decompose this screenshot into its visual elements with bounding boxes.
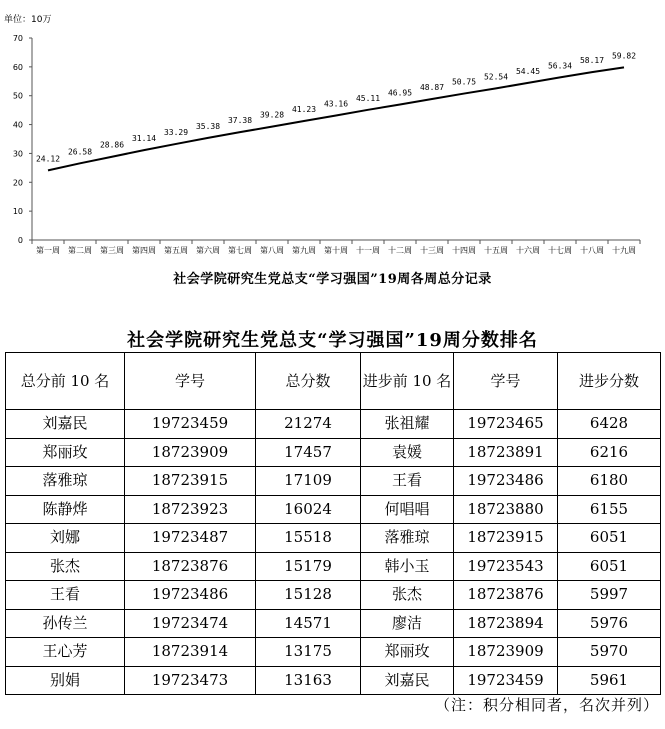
cell-progress-score: 5997 (558, 581, 661, 610)
cell-student-id: 18723915 (125, 467, 256, 496)
header-progress-score: 进步分数 (558, 353, 661, 410)
data-label: 50.75 (451, 77, 477, 87)
cell-student-id: 19723474 (125, 609, 256, 638)
data-label: 24.12 (35, 154, 61, 164)
x-tick-label: 第三周 (100, 246, 124, 255)
data-label: 31.14 (131, 134, 157, 144)
cell-student-id: 19723486 (125, 581, 256, 610)
cell-name: 王心芳 (6, 638, 125, 667)
table-header-row (6, 353, 661, 410)
cell-progress-score: 5961 (558, 666, 661, 695)
data-label: 26.58 (67, 147, 93, 157)
cell-student-id: 18723914 (125, 638, 256, 667)
table-row (6, 609, 661, 638)
cell-progress-student-id: 18723894 (454, 609, 558, 638)
table-row (6, 410, 661, 439)
data-label: 37.38 (227, 116, 253, 126)
x-tick-label: 十六周 (516, 246, 540, 255)
cell-student-id: 19723459 (125, 410, 256, 439)
x-tick-label: 第五周 (164, 246, 188, 255)
cell-total-score: 13163 (256, 666, 361, 695)
data-label: 52.54 (483, 72, 509, 82)
header-student-id-2: 学号 (454, 353, 558, 410)
y-tick-label: 40 (12, 120, 23, 130)
y-tick-label: 20 (12, 178, 23, 188)
y-tick-label: 70 (12, 34, 23, 43)
data-label: 54.45 (515, 66, 541, 76)
cell-progress-name: 王看 (361, 467, 454, 496)
ranking-table (5, 352, 661, 695)
data-label: 46.95 (387, 88, 413, 98)
table-row (6, 524, 661, 553)
header-total-score: 总分数 (256, 353, 361, 410)
cell-total-score: 15518 (256, 524, 361, 553)
cell-total-score: 14571 (256, 609, 361, 638)
data-label: 56.34 (547, 61, 573, 71)
y-tick-label: 60 (12, 62, 23, 72)
x-tick-label: 第六周 (196, 246, 220, 255)
cell-name: 张杰 (6, 552, 125, 581)
data-label: 28.86 (99, 140, 125, 150)
cell-total-score: 21274 (256, 410, 361, 439)
data-label: 35.38 (195, 121, 221, 131)
cell-total-score: 17109 (256, 467, 361, 496)
x-tick-label: 第二周 (68, 246, 92, 255)
x-tick-label: 第四周 (132, 246, 156, 255)
line-chart (0, 0, 665, 300)
cell-progress-name: 何唱唱 (361, 495, 454, 524)
cell-progress-student-id: 18723909 (454, 638, 558, 667)
chart-title: 社会学院研究生党总支“学习强国”19周各周总分记录 (173, 272, 492, 287)
cell-name: 落雅琼 (6, 467, 125, 496)
table-body (6, 410, 661, 695)
header-top-progress: 进步前 10 名 (361, 353, 454, 410)
cell-name: 刘娜 (6, 524, 125, 553)
cell-name: 王看 (6, 581, 125, 610)
cell-progress-score: 6428 (558, 410, 661, 439)
data-label: 39.28 (259, 110, 285, 120)
cell-progress-student-id: 18723915 (454, 524, 558, 553)
cell-progress-name: 张杰 (361, 581, 454, 610)
x-tick-label: 十五周 (484, 246, 508, 255)
y-tick-label: 10 (12, 207, 23, 217)
table-row (6, 438, 661, 467)
table-row (6, 666, 661, 695)
series-line (48, 67, 624, 170)
data-label: 33.29 (163, 127, 189, 137)
data-label: 45.11 (355, 93, 381, 103)
x-tick-label: 第一周 (36, 246, 60, 255)
data-label: 59.82 (611, 51, 637, 61)
cell-progress-score: 6155 (558, 495, 661, 524)
cell-progress-score: 5970 (558, 638, 661, 667)
cell-progress-score: 5976 (558, 609, 661, 638)
x-tick-label: 第七周 (228, 246, 252, 255)
cell-student-id: 18723909 (125, 438, 256, 467)
x-tick-label: 第八周 (260, 246, 284, 255)
cell-progress-student-id: 19723465 (454, 410, 558, 439)
cell-progress-name: 落雅琼 (361, 524, 454, 553)
footnote: （注：积分相同者，名次并列） (434, 696, 659, 714)
cell-progress-name: 刘嘉民 (361, 666, 454, 695)
cell-progress-score: 6180 (558, 467, 661, 496)
x-tick-label: 十三周 (420, 246, 444, 255)
data-label: 48.87 (419, 82, 445, 92)
cell-progress-student-id: 19723543 (454, 552, 558, 581)
table-row (6, 638, 661, 667)
cell-name: 刘嘉民 (6, 410, 125, 439)
table-title: 社会学院研究生党总支“学习强国”19周分数排名 (127, 330, 538, 351)
x-tick-label: 十八周 (580, 246, 604, 255)
cell-student-id: 18723876 (125, 552, 256, 581)
cell-progress-name: 韩小玉 (361, 552, 454, 581)
cell-progress-student-id: 18723891 (454, 438, 558, 467)
cell-progress-student-id: 18723880 (454, 495, 558, 524)
cell-progress-name: 张祖耀 (361, 410, 454, 439)
chart-canvas (0, 0, 665, 300)
unit-label: 单位：10万 (4, 15, 52, 25)
cell-name: 陈静烨 (6, 495, 125, 524)
header-student-id: 学号 (125, 353, 256, 410)
y-tick-label: 50 (12, 91, 23, 101)
x-tick-label: 十一周 (356, 246, 380, 255)
x-tick-label: 第九周 (292, 246, 316, 255)
y-tick-label: 30 (12, 149, 23, 159)
cell-name: 孙传兰 (6, 609, 125, 638)
cell-progress-student-id: 19723459 (454, 666, 558, 695)
cell-progress-score: 6051 (558, 552, 661, 581)
cell-total-score: 16024 (256, 495, 361, 524)
data-label: 58.17 (579, 56, 605, 66)
header-top-total: 总分前 10 名 (6, 353, 125, 410)
cell-total-score: 15128 (256, 581, 361, 610)
x-tick-label: 十二周 (388, 246, 412, 255)
data-label: 41.23 (291, 105, 317, 115)
cell-name: 别娟 (6, 666, 125, 695)
x-tick-label: 十四周 (452, 246, 476, 255)
cell-progress-name: 郑丽玫 (361, 638, 454, 667)
x-tick-label: 十七周 (548, 246, 572, 255)
cell-progress-student-id: 18723876 (454, 581, 558, 610)
cell-progress-score: 6216 (558, 438, 661, 467)
cell-progress-name: 廖洁 (361, 609, 454, 638)
cell-student-id: 19723487 (125, 524, 256, 553)
data-label: 43.16 (323, 99, 349, 109)
cell-progress-name: 袁媛 (361, 438, 454, 467)
cell-progress-score: 6051 (558, 524, 661, 553)
table-row (6, 581, 661, 610)
x-tick-label: 十九周 (612, 246, 636, 255)
cell-student-id: 19723473 (125, 666, 256, 695)
table-row (6, 552, 661, 581)
cell-total-score: 15179 (256, 552, 361, 581)
table-row (6, 467, 661, 496)
cell-student-id: 18723923 (125, 495, 256, 524)
cell-total-score: 17457 (256, 438, 361, 467)
y-tick-label: 0 (17, 236, 23, 245)
table-row (6, 495, 661, 524)
x-tick-label: 第十周 (324, 246, 348, 255)
cell-progress-student-id: 19723486 (454, 467, 558, 496)
cell-total-score: 13175 (256, 638, 361, 667)
cell-name: 郑丽玫 (6, 438, 125, 467)
